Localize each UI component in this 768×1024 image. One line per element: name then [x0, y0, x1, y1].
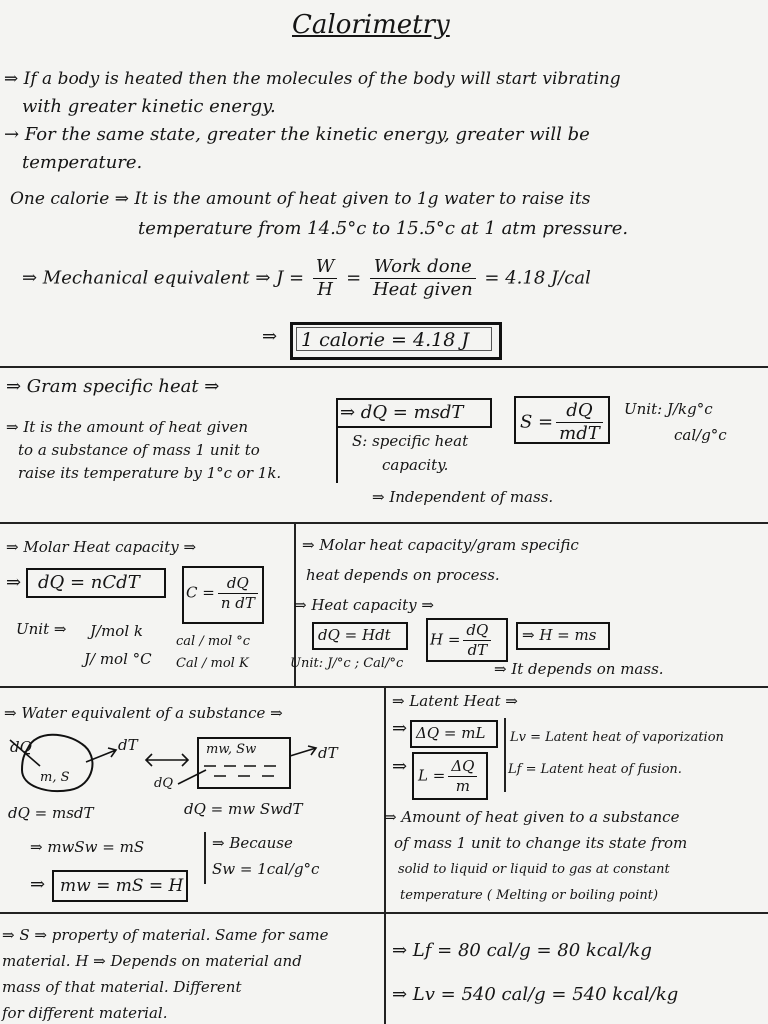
molar-unit-1: J/mol k: [90, 622, 143, 640]
water-eq-1: dQ = msdT: [8, 804, 94, 822]
mechanical-equivalent: [22, 256, 591, 301]
h-den: dT: [467, 641, 488, 659]
h-fraction: [463, 621, 491, 660]
intro-line-4: temperature.: [22, 152, 143, 173]
water-mwsw: mw, Sw: [206, 742, 257, 757]
calorie-joule-box-inner: [296, 327, 492, 351]
c-formula-box: [182, 566, 264, 624]
work-over-heat: [370, 256, 476, 301]
calorie-line-1: One calorie ⇒ It is the amount of heat given to 1g water to raise its: [10, 189, 591, 209]
divider-values-vertical: [384, 912, 386, 1024]
c-num: dQ: [218, 574, 258, 594]
l-fraction: [448, 757, 477, 796]
work-done: Work done: [370, 256, 476, 279]
gram-line-3: raise its temperature by 1°c or 1k.: [18, 464, 282, 482]
process-line-1: ⇒ Molar heat capacity/gram specific: [302, 536, 579, 554]
h-lhs: H =: [430, 630, 461, 649]
s-formula-box: [514, 396, 610, 444]
s-den: mdT: [559, 423, 600, 444]
divider-latent-vertical: [384, 686, 386, 912]
gram-heading: ⇒ Gram specific heat ⇒: [6, 376, 220, 397]
w-over-h: [313, 256, 338, 301]
water-dt-1: dT: [118, 736, 138, 754]
water-dt-2: dT: [318, 744, 338, 762]
water-dq-1: dQ: [10, 738, 32, 756]
molar-formula: dQ = nCdT: [38, 572, 140, 593]
heat-given: Heat given: [372, 279, 473, 300]
latent-def-separator: [504, 718, 506, 792]
intro-line-1: ⇒ If a body is heated then the molecules of the body will start vibrating: [4, 69, 621, 89]
divider-1: [0, 366, 768, 368]
w-symbol: W: [313, 256, 338, 279]
water-dq-2: dQ: [154, 776, 173, 791]
lf-value: ⇒ Lf = 80 cal/g = 80 kcal/kg: [392, 940, 652, 961]
molar-unit-3: cal / mol °c: [176, 634, 251, 649]
water-boxed-arrow: ⇒: [30, 874, 46, 895]
s-formula: [520, 400, 606, 445]
latent-heading: ⇒ Latent Heat ⇒: [392, 692, 518, 710]
process-line-2: heat depends on process.: [306, 566, 500, 584]
s-desc-1: S: specific heat: [352, 432, 469, 450]
calorie-arrow: ⇒: [262, 326, 278, 347]
note-line-2: material. H ⇒ Depends on material and: [2, 952, 302, 970]
l-formula-box: [412, 752, 488, 800]
mech-equals: =: [346, 267, 362, 289]
sw-value: Sw = 1cal/g°c: [212, 860, 320, 878]
latent-desc-3: solid to liquid or liquid to gas at constant: [398, 862, 670, 877]
l-lhs: L =: [418, 766, 446, 785]
independent-of-mass: ⇒ Independent of mass.: [372, 488, 554, 506]
mech-label: ⇒ Mechanical equivalent ⇒ J =: [22, 267, 305, 289]
gram-line-2: to a substance of mass 1 unit to: [18, 441, 260, 459]
lv-value: ⇒ Lv = 540 cal/g = 540 kcal/kg: [392, 984, 679, 1005]
s-fraction: [556, 400, 603, 445]
dq-msdt-box: [336, 398, 492, 428]
calorie-line-2: temperature from 14.5°c to 15.5°c at 1 atm pressure.: [138, 218, 629, 239]
divider-2: [0, 522, 768, 524]
molar-unit-label: Unit ⇒: [16, 620, 67, 638]
note-line-1: ⇒ S ⇒ property of material. Same for same: [2, 926, 329, 944]
dq-hdt-text: dQ = Hdt: [318, 626, 391, 644]
water-equivalent-formula: mw = mS = H: [60, 876, 184, 896]
heat-capacity-heading: ⇒ Heat capacity ⇒: [294, 596, 434, 614]
mech-value: = 4.18 J/cal: [484, 267, 591, 289]
h-formula: [430, 621, 494, 660]
dq-ml-text: ΔQ = mL: [416, 724, 486, 742]
c-fraction: [218, 574, 258, 613]
calorie-joule-text: 1 calorie = 4.18 J: [301, 329, 469, 351]
heat-capacity-unit: Unit: J/°c ; Cal/°c: [290, 656, 404, 671]
water-ms: m, S: [40, 770, 70, 785]
heat-in-arrow-2: [178, 770, 206, 784]
molar-unit-4: Cal / mol K: [176, 656, 249, 671]
c-den: n dT: [220, 594, 255, 612]
s-num: dQ: [556, 400, 603, 423]
gram-unit-2: cal/g°c: [674, 426, 727, 444]
latent-desc-4: temperature ( Melting or boiling point): [400, 888, 659, 903]
water-equivalent-box: [52, 870, 188, 902]
water-eq-3: ⇒ mwSw = mS: [30, 838, 145, 856]
note-line-3: mass of that material. Different: [2, 978, 242, 996]
latent-desc-2: of mass 1 unit to change its state from: [394, 834, 688, 852]
h-symbol: H: [317, 279, 333, 300]
h-ms-box: [516, 622, 610, 650]
l-num: ΔQ: [448, 757, 477, 777]
latent-desc-1: ⇒ Amount of heat given to a substance: [384, 808, 680, 826]
lf-definition: Lf = Latent heat of fusion.: [508, 762, 682, 777]
intro-line-3: → For the same state, greater the kinetic energy, greater will be: [4, 124, 590, 145]
because-bracket: [204, 832, 206, 884]
latent-arrow-2: ⇒: [392, 756, 408, 777]
h-num: dQ: [463, 621, 491, 641]
depends-on-mass: ⇒ It depends on mass.: [494, 660, 664, 678]
lv-definition: Lv = Latent heat of vaporization: [510, 730, 724, 745]
dq-hdt-box: [312, 622, 408, 650]
gram-line-1: ⇒ It is the amount of heat given: [6, 418, 249, 436]
dq-msdt-text: ⇒ dQ = msdT: [340, 402, 464, 423]
water-heading: ⇒ Water equivalent of a substance ⇒: [4, 704, 283, 722]
molar-arrow: ⇒: [6, 572, 22, 593]
c-formula: [186, 574, 261, 613]
equivalence-arrow: [146, 754, 188, 766]
water-surface: [204, 766, 276, 776]
note-line-4: for different material.: [2, 1004, 168, 1022]
molar-formula-box: [26, 568, 166, 598]
gram-unit-1: Unit: J/kg°c: [624, 400, 713, 418]
intro-line-2: with greater kinetic energy.: [22, 96, 276, 117]
page-title: Calorimetry: [292, 10, 450, 40]
dq-ml-box: [410, 720, 498, 748]
molar-unit-2: J/ mol °C: [84, 650, 152, 668]
l-den: m: [455, 777, 470, 795]
h-formula-box: [426, 618, 508, 662]
temp-arrow-2: [290, 746, 316, 756]
molar-heading: ⇒ Molar Heat capacity ⇒: [6, 538, 197, 556]
latent-arrow-1: ⇒: [392, 718, 408, 739]
h-ms-text: ⇒ H = ms: [522, 626, 597, 644]
water-eq-2: dQ = mw SwdT: [184, 800, 303, 818]
s-desc-2: capacity.: [382, 456, 449, 474]
because-text: ⇒ Because: [212, 834, 293, 852]
s-lhs: S =: [520, 411, 554, 433]
l-formula: [418, 757, 480, 796]
c-lhs: C =: [186, 583, 215, 602]
